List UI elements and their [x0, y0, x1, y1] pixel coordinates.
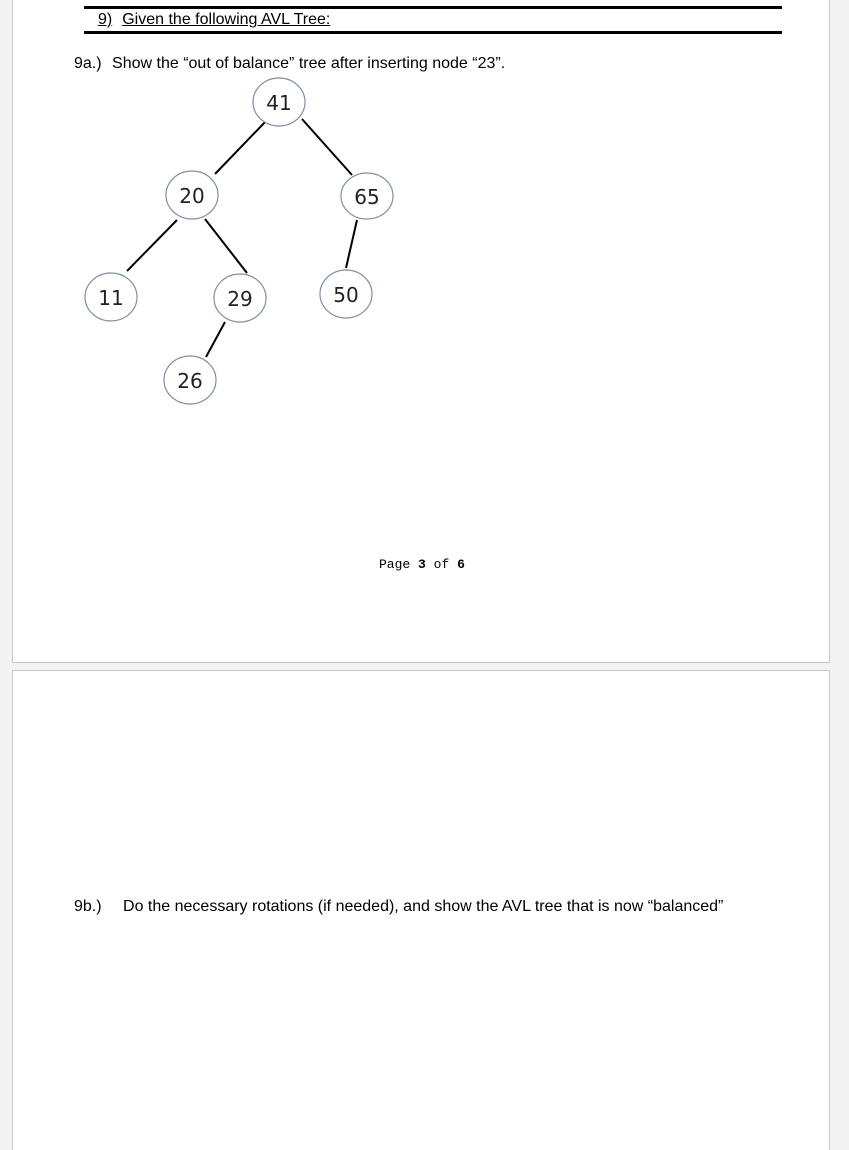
tree-node-label: 26 — [177, 369, 203, 393]
tree-edge-20-29 — [205, 219, 247, 273]
page-number-footer — [379, 557, 465, 572]
part-b-label: 9b.) — [74, 898, 102, 915]
part-b-text: Do the necessary rotations (if needed), and show the AVL tree that is now “balanced” — [123, 898, 724, 915]
page-word: Page — [379, 557, 411, 572]
of-word: of — [433, 557, 450, 572]
avl-tree-diagram — [0, 0, 849, 420]
tree-node-20 — [166, 171, 218, 219]
tree-node-29 — [214, 274, 266, 322]
tree-node-label: 50 — [333, 283, 359, 307]
tree-node-label: 41 — [266, 91, 292, 115]
tree-edge-65-50 — [346, 220, 357, 268]
total-pages-number: 6 — [457, 557, 465, 572]
current-page-number: 3 — [418, 557, 426, 572]
tree-edge-41-20 — [215, 119, 268, 174]
question-title: Given the following AVL Tree: — [122, 11, 331, 28]
tree-edge-20-11 — [127, 220, 177, 271]
question-number: 9) — [98, 11, 113, 28]
tree-node-label: 11 — [98, 286, 124, 310]
tree-node-11 — [85, 273, 137, 321]
part-a-label: 9a.) — [74, 55, 102, 72]
tree-edge-29-26 — [206, 322, 225, 357]
tree-edge-41-65 — [302, 119, 352, 175]
part-a-text: Show the “out of balance” tree after inserting node “23”. — [112, 55, 506, 72]
tree-node-65 — [341, 173, 393, 219]
tree-node-label: 29 — [227, 287, 253, 311]
tree-node-50 — [320, 270, 372, 318]
tree-node-41 — [253, 78, 305, 126]
tree-node-26 — [164, 356, 216, 404]
tree-node-label: 20 — [179, 184, 205, 208]
part-b-prompt — [74, 898, 723, 916]
tree-node-label: 65 — [354, 185, 380, 209]
